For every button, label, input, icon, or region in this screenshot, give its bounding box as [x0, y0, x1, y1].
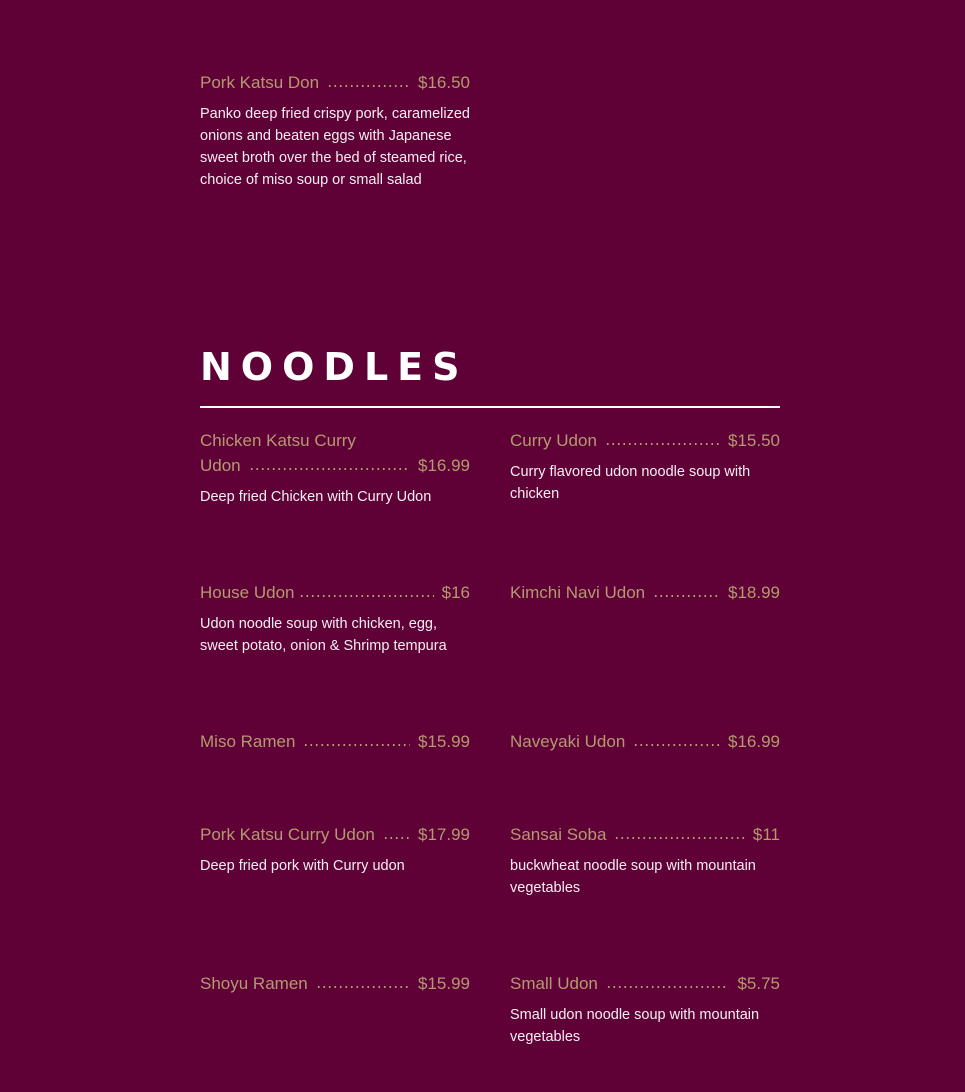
dot-leader [653, 593, 720, 599]
menu-item-header [200, 580, 470, 605]
menu-item-description: Deep fried pork with Curry udon [200, 858, 405, 874]
menu-item-description: Small udon noodle soup with mountain vegetables [510, 1007, 760, 1045]
menu-item-name: Udon [200, 456, 241, 475]
dot-leader [605, 441, 720, 447]
menu-item-name: Kimchi Navi Udon [510, 583, 646, 602]
dot-leader [316, 984, 410, 990]
dot-leader [299, 593, 434, 599]
menu-item-chicken-katsu-curry-udon [200, 428, 470, 508]
menu-item-description: Panko deep fried crispy pork, caramelized onions and beaten eggs with Japanese sweet broth over the bed of steamed rice, choice of miso soup or small salad [200, 106, 470, 188]
menu-item-header [510, 729, 780, 754]
menu-item-naveyaki-udon [510, 729, 780, 754]
menu-item-name: Shoyu Ramen [200, 974, 308, 993]
menu-item-curry-udon [510, 428, 780, 505]
dot-leader [303, 742, 410, 748]
menu-item-name: Pork Katsu Curry Udon [200, 825, 375, 844]
dot-leader [327, 83, 410, 89]
menu-item-pork-katsu-curry-udon [200, 822, 470, 877]
menu-item-header [510, 822, 780, 847]
menu-item-header [200, 70, 470, 95]
menu-item-price: $17.99 [418, 825, 470, 844]
menu-item-price: $15.99 [418, 732, 470, 751]
menu-item-header [200, 453, 470, 478]
menu-item-price: $18.99 [728, 583, 780, 602]
menu-item-shoyu-ramen [200, 971, 470, 996]
menu-item-miso-ramen [200, 729, 470, 754]
menu-item-price: $16.50 [418, 73, 470, 92]
menu-item-header [510, 428, 780, 453]
menu-item-name-line1: Chicken Katsu Curry [200, 431, 356, 450]
dot-leader [249, 466, 410, 472]
menu-item-header [200, 822, 470, 847]
menu-item-pork-katsu-don [200, 70, 470, 191]
menu-item-header [510, 580, 780, 605]
dot-leader [633, 742, 720, 748]
menu-item-name: House Udon [200, 583, 295, 602]
section-divider [200, 406, 780, 408]
menu-item-name: Pork Katsu Don [200, 73, 320, 92]
menu-item-price: $11 [752, 825, 780, 844]
section-title-noodles: NOODLES [200, 345, 469, 389]
menu-item-name: Curry Udon [510, 431, 597, 450]
menu-item-small-udon [510, 971, 780, 1048]
menu-item-description: Deep fried Chicken with Curry Udon [200, 489, 432, 505]
dot-leader [606, 984, 730, 990]
menu-item-house-udon [200, 580, 470, 657]
menu-item-header-line1 [200, 428, 470, 453]
menu-item-price: $16.99 [728, 732, 780, 751]
menu-item-header [200, 971, 470, 996]
dot-leader [614, 835, 744, 841]
menu-item-price: $15.50 [728, 431, 780, 450]
menu-item-sansai-soba [510, 822, 780, 899]
menu-item-name: Small Udon [510, 974, 598, 993]
menu-item-description: buckwheat noodle soup with mountain vegetables [510, 858, 756, 896]
menu-item-name: Naveyaki Udon [510, 732, 626, 751]
menu-item-price: $16 [441, 583, 470, 602]
menu-item-price: $16.99 [418, 456, 470, 475]
menu-item-header [200, 729, 470, 754]
menu-item-name: Miso Ramen [200, 732, 296, 751]
dot-leader [383, 835, 410, 841]
menu-item-description: Udon noodle soup with chicken, egg, sweet potato, onion & Shrimp tempura [200, 616, 447, 654]
menu-item-price: $5.75 [737, 974, 780, 993]
menu-item-kimchi-navi-udon [510, 580, 780, 605]
menu-item-name: Sansai Soba [510, 825, 607, 844]
menu-item-header [510, 971, 780, 996]
menu-item-description: Curry flavored udon noodle soup with chicken [510, 464, 751, 502]
menu-item-price: $15.99 [418, 974, 470, 993]
